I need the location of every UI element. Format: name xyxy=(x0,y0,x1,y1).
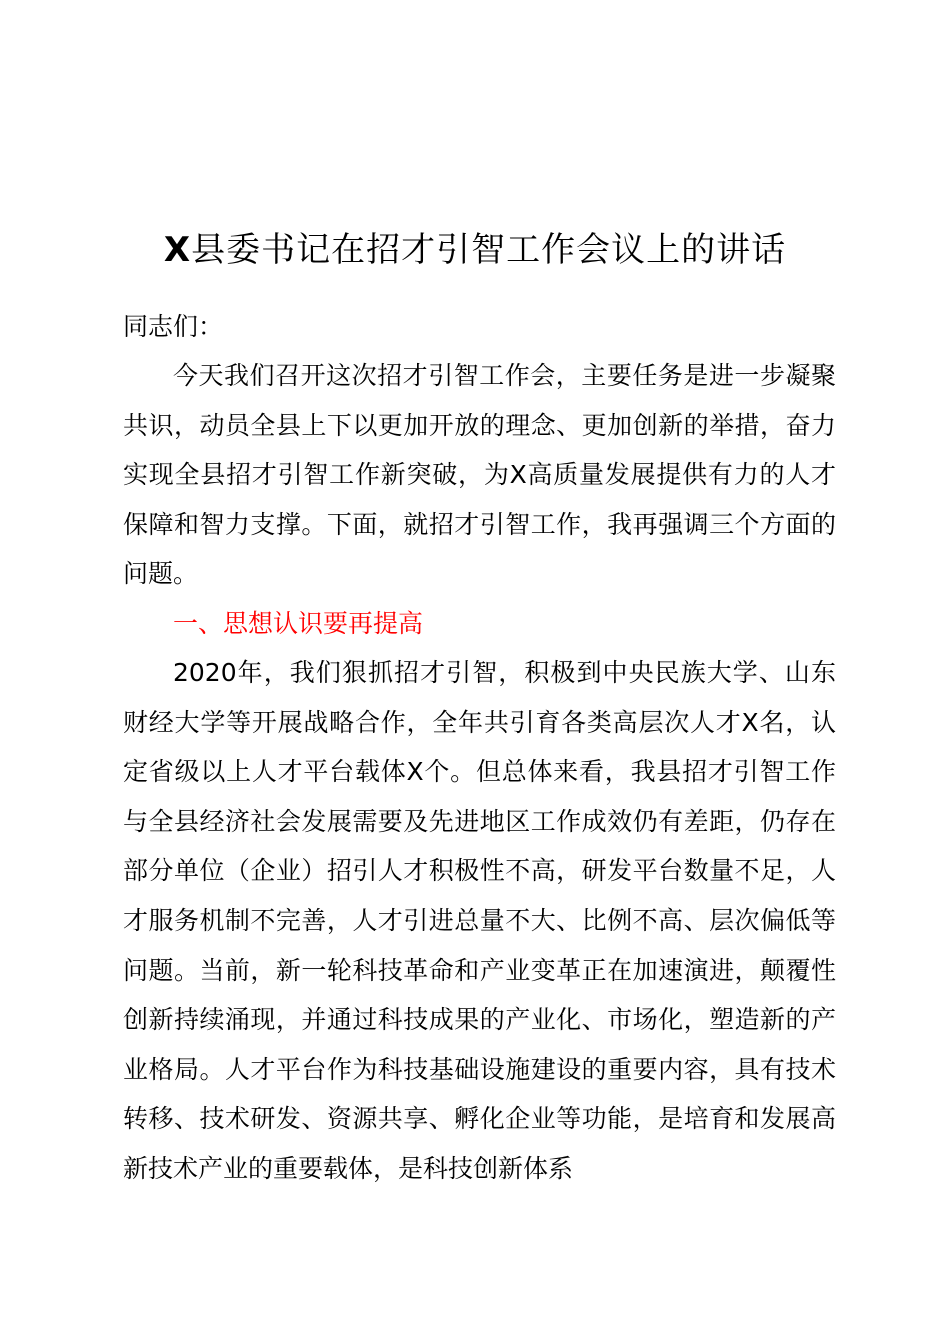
section-heading-1: 一、思想认识要再提高 xyxy=(173,609,424,638)
paragraph-section-1: 2020年，我们狠抓招才引智，积极到中央民族大学、山东财经大学等开展战略合作，全年共引育各类高层次人才X名，认定省级以上人才平台载体X个。但总体来看，我县招才引智工作与全县经济社会发展需要及先进地区工作成效仍有差距，仍存在部分单位（企业）招引人才积极性不高，研发平台数量不足，人才服务机制不完善，人才引进总量不大、比例不高、层次偏低等问题。当前，新一轮科技革命和产业变革正在加速演进，颠覆性创新持续涌现，并通过科技成果的产业化、市场化，塑造新的产业格局。人才平台作为科技基础设施建设的重要内容，具有技术转移、技术研发、资源共享、孵化企业等功能，是培育和发展高新技术产业的重要载体，是科技创新体系 xyxy=(123,658,836,1183)
title-prefix: X xyxy=(163,230,192,270)
paragraph-intro: 今天我们召开这次招才引智工作会，主要任务是进一步凝聚共识，动员全县上下以更加开放的理念、更加创新的举措，奋力实现全县招才引智工作新突破，为X高质量发展提供有力的人才保障和智力支撑。下面，就招才引智工作，我再强调三个方面的问题。 xyxy=(123,361,836,589)
greeting: 同志们： xyxy=(123,312,224,341)
title-rest: 县委书记在招才引智工作会议上的讲话 xyxy=(191,230,787,270)
document-title xyxy=(0,222,950,278)
